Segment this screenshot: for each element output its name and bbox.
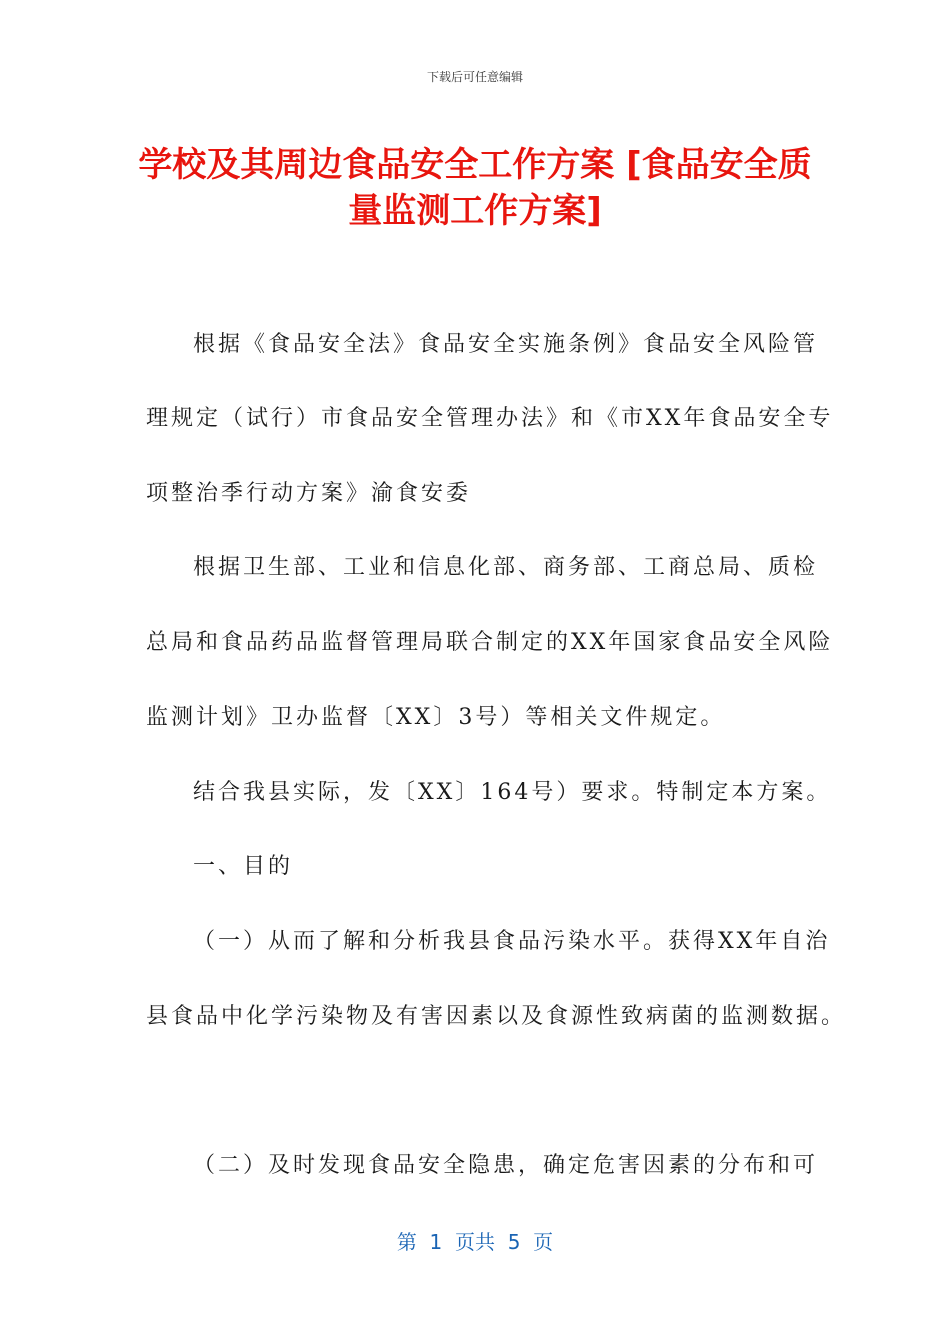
document-title (120, 142, 830, 234)
paragraph-line: 项整治季行动方案》渝食安委 (146, 481, 472, 506)
paragraph-line: 结合我县实际，发〔XX〕164号）要求。特制定本方案。 (193, 780, 832, 805)
paragraph-line: 监测计划》卫办监督〔XX〕3号）等相关文件规定。 (146, 705, 726, 730)
title-line-2: 量监测工作方案] (348, 191, 602, 231)
title-line-1: 学校及其周边食品安全工作方案 [食品安全质 (138, 145, 812, 185)
paragraph-line: （一）从而了解和分析我县食品污染水平。获得XX年自治 (193, 929, 831, 954)
paragraph-line: 总局和食品药品监督管理局联合制定的XX年国家食品安全风险 (146, 630, 834, 655)
paragraph-line: 根据卫生部、工业和信息化部、商务部、工商总局、质检 (193, 555, 819, 580)
paragraph-line: 理规定（试行）市食品安全管理办法》和《市XX年食品安全专 (146, 406, 834, 431)
page-number-footer: 第 1 页共 5 页 (396, 1230, 554, 1254)
paragraph-line: 县食品中化学污染物及有害因素以及食源性致病菌的监测数据。 (146, 1004, 847, 1029)
paragraph-line: （二）及时发现食品安全隐患，确定危害因素的分布和可 (193, 1153, 819, 1178)
paragraph-line: 根据《食品安全法》食品安全实施条例》食品安全风险管 (193, 332, 819, 357)
section-heading: 一、目的 (193, 854, 294, 879)
header-note: 下载后可任意编辑 (426, 70, 523, 84)
